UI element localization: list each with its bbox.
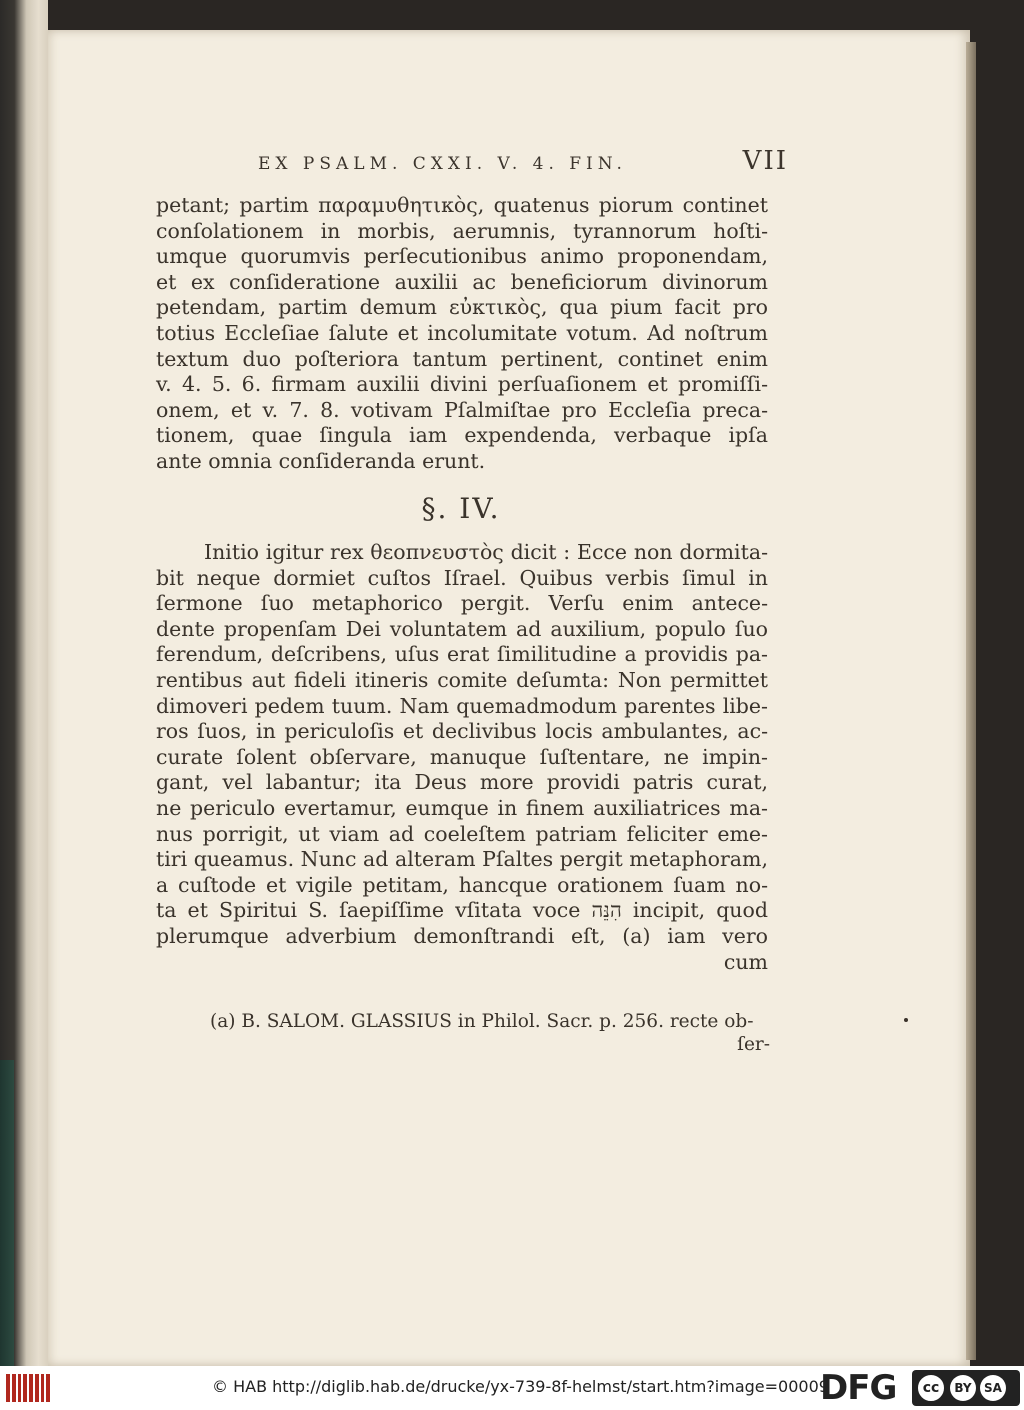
text-line: gant, vel labantur; ita Deus more providi patris curat, [156,770,768,795]
book-binding [0,1060,14,1366]
text-line: dimoveri pedem tuum. Nam quemadmodum parentes libe- [156,693,768,718]
catchword: cum [723,949,768,974]
text-line: ros ſuos, in periculoſis et declivibus locis ambulantes, ac- [156,719,768,744]
text-line: petant; partim παραμυθητικὸς, quatenus piorum continet [156,193,768,217]
text-line: ſermone ſuo metaphorico pergit. Verſu enim antece- [156,591,768,616]
text-line: a cuſtode et vigile petitam, hancque orationem ſuam no- [156,872,768,897]
sa-icon: SA [980,1375,1006,1401]
text-line: conſolationem in morbis, aerumnis, tyrannorum hoſti- [156,218,768,243]
text-line: dente propenſam Dei voluntatem ad auxilium, populo ſuo [156,616,768,641]
running-head [258,146,788,186]
text-line: et ex conſideratione auxilii ac beneficiorum divinorum [156,269,768,294]
text-line: tiri queamus. Nunc ad alteram Pſaltes pergit metaphoram, [156,847,768,872]
footnote [210,1010,770,1056]
text-line: ante omnia conſideranda erunt. [156,448,486,473]
cc-icon: cc [916,1373,946,1403]
ink-spot [904,1018,908,1022]
viewer-footer [0,1366,1024,1410]
running-head-title: EX PSALM. CXXI. V. 4. FIN. [258,154,627,174]
text-line: v. 4. 5. 6. firmam auxilii divini perſuaſionem et promiſſi- [156,372,768,397]
text-line: totius Eccleſiae ſalute et incolumitate votum. Ad noſtrum [156,320,768,345]
text-line: ferendum, deſcribens, uſus erat ſimilitudine a providis pa- [156,642,768,667]
text-line: rentibus aut fideli itineris comite deſumta: Non permittet [156,667,768,692]
text-line: ne periculo evertamur, eumque in finem auxiliatrices ma- [156,795,768,820]
by-icon: BY [950,1375,976,1401]
footnote-line: ſer- [737,1034,770,1055]
dfg-logo[interactable]: DFG [820,1368,897,1408]
source-link[interactable]: © HAB http://diglib.hab.de/drucke/yx-739-8f-helmst/start.htm?image=00009 [212,1377,829,1396]
text-line: petendam, partim demum εὐκτικὸς, qua pium facit pro [156,295,768,320]
text-line: tionem, quae ſingula iam expendenda, verbaque ipſa [156,423,768,448]
text-line: Initio igitur rex θεοπνευστὸς dicit : Ecce non dormita- [204,540,768,564]
text-line: curate ſolent obſervare, manuque ſuſtentare, ne impin- [156,744,768,769]
text-line: bit neque dormiet cuſtos Iſrael. Quibus verbis ſimul in [156,565,768,590]
hab-logo-icon[interactable] [6,1374,50,1402]
page-fore-edge [966,42,976,1360]
paragraph-1 [156,193,768,475]
text-line: textum duo poſteriora tantum pertinent, continet enim [156,346,768,371]
text-line: nus porrigit, ut viam ad coeleſtem patriam feliciter eme- [156,821,768,846]
footnote-line: (a) B. SALOM. GLASSIUS in Philol. Sacr. p. 256. recte ob- [210,1011,754,1032]
paragraph-2 [156,540,768,975]
text-line: ta et Spiritui S. ſaepiſſime vſitata voce הִנֵּה incipit, quod [156,898,768,923]
text-line: onem, et v. 7. 8. votivam Pſalmiſtae pro Eccleſia preca- [156,397,768,422]
page-number: VII [742,146,788,176]
text-line: plerumque adverbium demonſtrandi eſt, (a) iam vero [156,923,768,948]
text-line: umque quorumvis perſecutionibus animo proponendam, [156,244,768,269]
section-heading: §. IV. [421,492,501,525]
cc-license-badge[interactable] [912,1370,1020,1406]
